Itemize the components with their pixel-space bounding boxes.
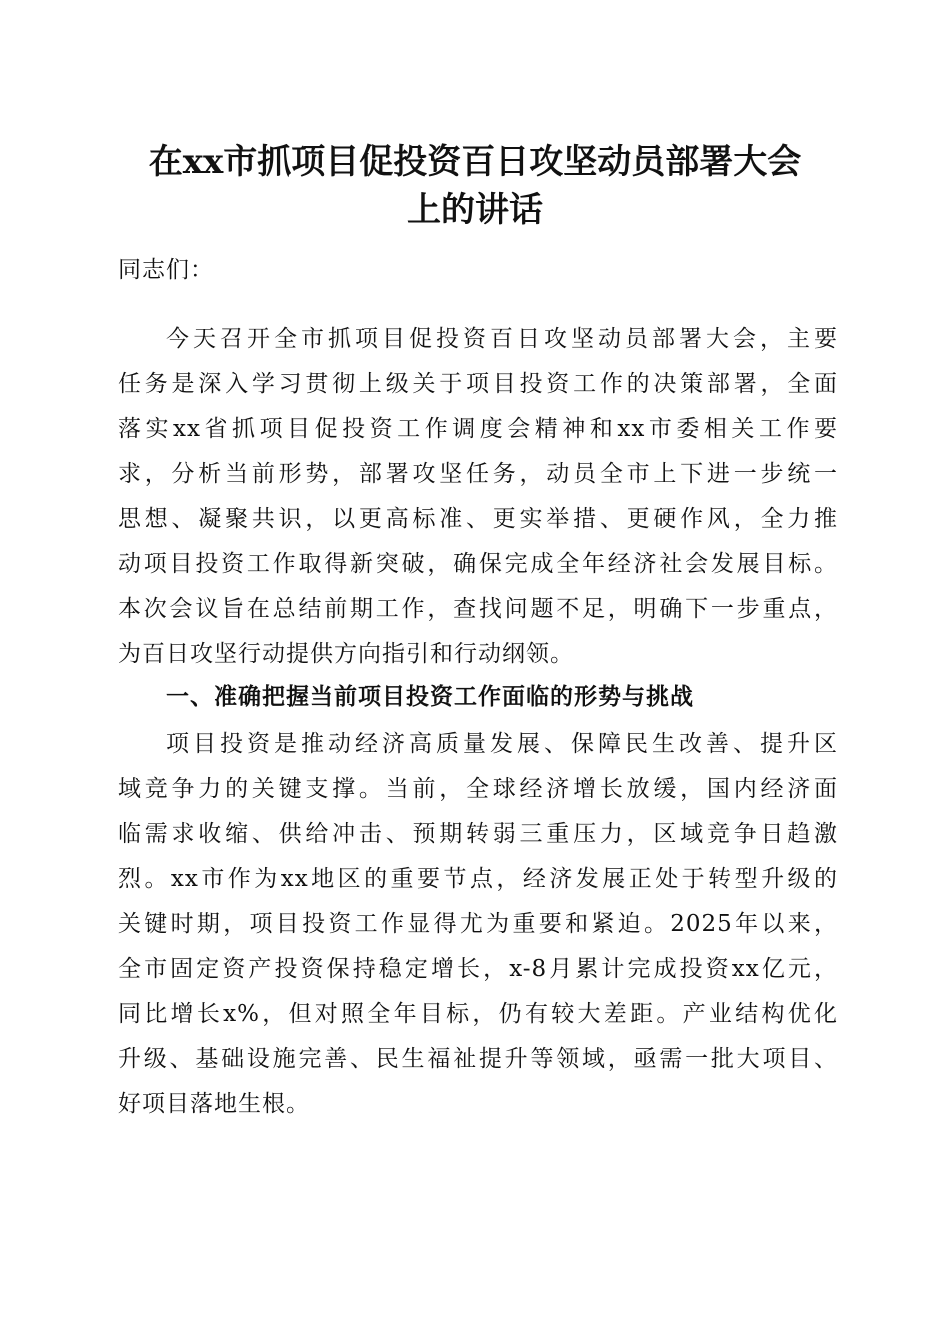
paragraph-2-line: 同比增长x%，但对照全年目标，仍有较大差距。产业结构优化: [118, 1001, 838, 1027]
paragraph-1-line: 为百日攻坚行动提供方向指引和行动纲领。: [118, 641, 574, 667]
paragraph-1-line: 动项目投资工作取得新突破，确保完成全年经济社会发展目标。: [118, 551, 838, 577]
title-line-2: 上的讲话: [407, 190, 543, 230]
section-heading: 一、准确把握当前项目投资工作面临的形势与挑战: [166, 684, 694, 710]
paragraph-2-line: 项目投资是推动经济高质量发展、保障民生改善、提升区: [166, 731, 838, 757]
paragraph-2-line: 全市固定资产投资保持稳定增长，x-8月累计完成投资xx亿元，: [118, 956, 838, 982]
paragraph-2-line: 域竞争力的关键支撑。当前，全球经济增长放缓，国内经济面: [118, 776, 838, 802]
paragraph-2-line: 关键时期，项目投资工作显得尤为重要和紧迫。2025年以来，: [118, 911, 838, 937]
paragraph-2-line: 临需求收缩、供给冲击、预期转弱三重压力，区域竞争日趋激: [118, 821, 838, 847]
paragraph-1-line: 今天召开全市抓项目促投资百日攻坚动员部署大会，主要: [166, 326, 838, 352]
paragraph-1-line: 求，分析当前形势，部署攻坚任务，动员全市上下进一步统一: [118, 461, 838, 487]
paragraph-1-line: 本次会议旨在总结前期工作，查找问题不足，明确下一步重点，: [118, 596, 838, 622]
paragraph-1-line: 落实xx省抓项目促投资工作调度会精神和xx市委相关工作要: [118, 416, 838, 442]
document-title: [0, 138, 950, 234]
salutation: 同志们：: [118, 257, 214, 283]
title-line-1: 在xx市抓项目促投资百日攻坚动员部署大会: [148, 142, 802, 182]
paragraph-2-line: 好项目落地生根。: [118, 1091, 310, 1117]
paragraph-2-line: 升级、基础设施完善、民生福祉提升等领域，亟需一批大项目、: [118, 1046, 838, 1072]
paragraph-2-line: 烈。xx市作为xx地区的重要节点，经济发展正处于转型升级的: [118, 866, 838, 892]
paragraph-1-line: 思想、凝聚共识，以更高标准、更实举措、更硬作风，全力推: [118, 506, 838, 532]
paragraph-1-line: 任务是深入学习贯彻上级关于项目投资工作的决策部署，全面: [118, 371, 838, 397]
